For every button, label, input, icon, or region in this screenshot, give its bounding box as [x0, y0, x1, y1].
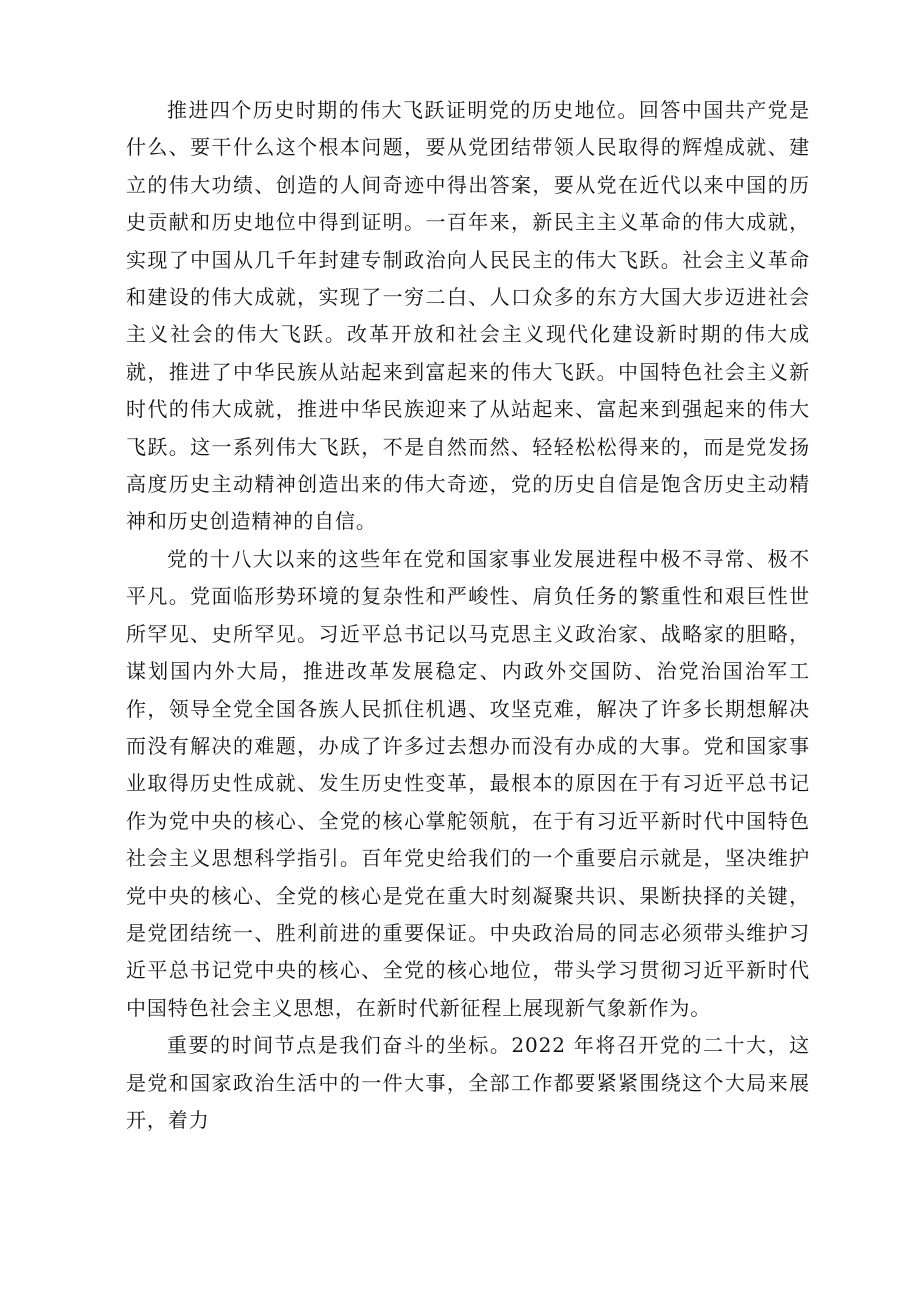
paragraph-since-18th-congress: 党的十八大以来的这些年在党和国家事业发展进程中极不寻常、极不平凡。党面临形势环境的复杂性和严峻性、肩负任务的繁重性和艰巨性世所罕见、史所罕见。习近平总书记以马克思主义政治家、战略家的胆略，谋划国内外大局，推进改革发展稳定、内政外交国防、治党治国治军工作，领导全党全国各族人民抓住机遇、攻坚克难，解决了许多长期想解决而没有解决的难题，办成了许多过去想办而没有办成的大事。党和国家事业取得历史性成就、发生历史性变革，最根本的原因在于有习近平总书记作为党中央的核心、全党的核心掌舵领航，在于有习近平新时代中国特色社会主义思想科学指引。百年党史给我们的一个重要启示就是，坚决维护党中央的核心、全党的核心是党在重大时刻凝聚共识、果断抉择的关键，是党团结统一、胜利前进的重要保证。中央政治局的同志必须带头维护习近平总书记党中央的核心、全党的核心地位，带头学习贯彻习近平新时代中国特色社会主义思想，在新时代新征程上展现新气象新作为。 [126, 546, 810, 1020]
paragraph-historic-leaps: 推进四个历史时期的伟大飞跃证明党的历史地位。回答中国共产党是什么、要干什么这个根本问题，要从党团结带领人民取得的辉煌成就、建立的伟大功绩、创造的人间奇迹中得出答案，要从党在近代以来中国的历史贡献和历史地位中得到证明。一百年来，新民主主义革命的伟大成就，实现了中国从几千年封建专制政治向人民民主的伟大飞跃。社会主义革命和建设的伟大成就，实现了一穷二白、人口众多的东方大国大步迈进社会主义社会的伟大飞跃。改革开放和社会主义现代化建设新时期的伟大成就，推进了中华民族从站起来到富起来的伟大飞跃。中国特色社会主义新时代的伟大成就，推进中华民族迎来了从站起来、富起来到强起来的伟大飞跃。这一系列伟大飞跃，不是自然而然、轻轻松松得来的，而是党发扬高度历史主动精神创造出来的伟大奇迹，党的历史自信是饱含历史主动精神和历史创造精神的自信。 [126, 98, 810, 534]
document-page [126, 92, 810, 1139]
paragraph-20th-congress: 重要的时间节点是我们奋斗的坐标。2022 年将召开党的二十大，这是党和国家政治生活中的一件大事，全部工作都要紧紧围绕这个大局来展开，着力 [126, 1033, 810, 1132]
